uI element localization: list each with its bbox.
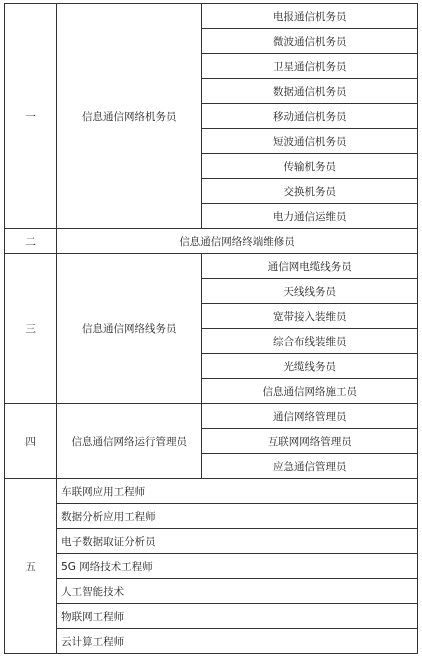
- item-cell: 互联网网络管理员: [202, 429, 418, 454]
- occupation-table: [4, 3, 418, 654]
- item-cell: 数据分析应用工程师: [57, 504, 418, 529]
- table-row: [5, 254, 418, 279]
- item-cell: 微波通信机务员: [202, 29, 418, 54]
- table-row: [5, 629, 418, 654]
- group-number: 五: [5, 479, 57, 654]
- item-cell: 光缆线务员: [202, 354, 418, 379]
- group-title: 信息通信网络终端维修员: [57, 229, 418, 254]
- item-cell: 人工智能技术: [57, 579, 418, 604]
- group-number: 一: [5, 4, 57, 229]
- item-cell: 移动通信机务员: [202, 104, 418, 129]
- item-cell: 车联网应用工程师: [57, 479, 418, 504]
- item-cell: 综合布线装维员: [202, 329, 418, 354]
- item-cell: 卫星通信机务员: [202, 54, 418, 79]
- table-row: [5, 479, 418, 504]
- item-cell: 5G 网络技术工程师: [57, 554, 418, 579]
- table-row: [5, 229, 418, 254]
- item-cell: 通信网络管理员: [202, 404, 418, 429]
- table-row: [5, 4, 418, 29]
- group-title: 信息通信网络运行管理员: [57, 404, 202, 479]
- item-cell: 电报通信机务员: [202, 4, 418, 29]
- item-cell: 应急通信管理员: [202, 454, 418, 479]
- table-row: [5, 604, 418, 629]
- item-cell: 传输机务员: [202, 154, 418, 179]
- item-cell: 电子数据取证分析员: [57, 529, 418, 554]
- group-title: 信息通信网络线务员: [57, 254, 202, 404]
- item-cell: 信息通信网络施工员: [202, 379, 418, 404]
- group-number: 三: [5, 254, 57, 404]
- item-cell: 通信网电缆线务员: [202, 254, 418, 279]
- item-cell: 宽带接入装维员: [202, 304, 418, 329]
- table-row: [5, 579, 418, 604]
- group-number: 二: [5, 229, 57, 254]
- item-cell: 天线线务员: [202, 279, 418, 304]
- group-title: 信息通信网络机务员: [57, 4, 202, 229]
- table-row: [5, 504, 418, 529]
- item-cell: 物联网工程师: [57, 604, 418, 629]
- item-cell: 交换机务员: [202, 179, 418, 204]
- table-row: [5, 404, 418, 429]
- item-cell: 短波通信机务员: [202, 129, 418, 154]
- group-number: 四: [5, 404, 57, 479]
- item-cell: 电力通信运维员: [202, 204, 418, 229]
- table-row: [5, 554, 418, 579]
- item-cell: 数据通信机务员: [202, 79, 418, 104]
- item-cell: 云计算工程师: [57, 629, 418, 654]
- table-row: [5, 529, 418, 554]
